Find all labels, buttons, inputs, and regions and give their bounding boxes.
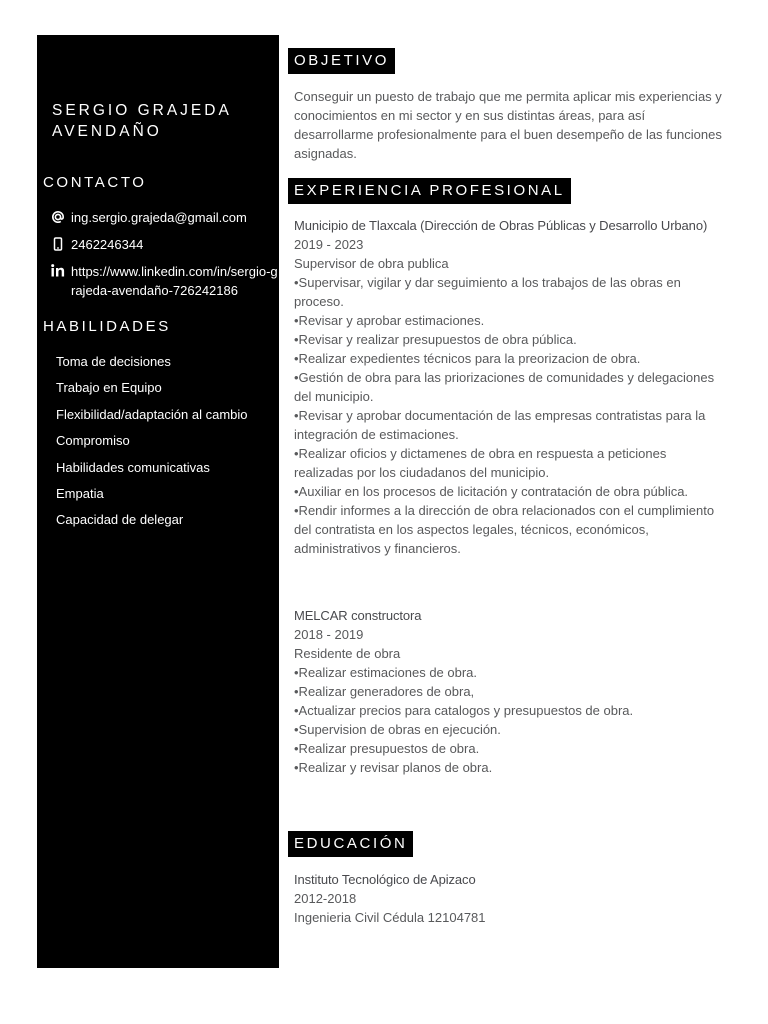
skill-item: Empatia — [56, 485, 104, 501]
job-duty: •Supervisar, vigilar y dar seguimiento a los trabajos de las obras en proceso. — [294, 275, 681, 309]
job-period: 2019 - 2023 — [294, 237, 364, 252]
job-duty: •Gestión de obra para las priorizaciones de comunidades y delegaciones del municipio. — [294, 370, 715, 404]
phone-number[interactable]: 2462246344 — [71, 237, 144, 252]
contact-email — [51, 208, 279, 227]
job-period: 2018 - 2019 — [294, 627, 364, 642]
job-duty: •Revisar y aprobar documentación de las empresas contratistas para la integración de estimaciones. — [294, 408, 706, 442]
skills-heading: HABILIDADES — [43, 318, 171, 335]
contact-heading: CONTACTO — [43, 174, 147, 191]
job-duty: •Supervision de obras en ejecución. — [294, 722, 501, 737]
skill-item: Flexibilidad/adaptación al cambio — [56, 406, 248, 422]
job-duty: •Realizar y revisar planos de obra. — [294, 760, 493, 775]
job-duty: •Realizar oficios y dictamenes de obra en respuesta a peticiones realizadas por los ciudadanos del municipio. — [294, 446, 667, 480]
experience-heading: EXPERIENCIA PROFESIONAL — [288, 178, 571, 204]
at-sign-icon — [51, 208, 71, 227]
job-duty: •Realizar estimaciones de obra. — [294, 665, 478, 680]
education-period: 2012-2018 — [294, 891, 357, 906]
name-line-1: SERGIO GRAJEDA — [52, 102, 232, 119]
skill-item: Compromiso — [56, 433, 130, 449]
job-duty: •Realizar generadores de obra, — [294, 684, 475, 699]
job-entry — [294, 606, 726, 777]
skill-item: Habilidades comunicativas — [56, 459, 210, 475]
objective-text — [294, 87, 726, 163]
contact-phone — [51, 235, 279, 254]
job-duty: •Revisar y realizar presupuestos de obra pública. — [294, 332, 577, 347]
job-duty: •Realizar expedientes técnicos para la preorizacion de obra. — [294, 351, 641, 366]
job-company: MELCAR constructora — [294, 608, 422, 623]
linkedin-icon — [51, 262, 71, 300]
skill-item: Capacidad de delegar — [56, 512, 184, 528]
objective-heading: OBJETIVO — [288, 48, 395, 74]
linkedin-link[interactable]: https://www.linkedin.com/in/sergio-grajeda-avendaño-726242186 — [71, 264, 278, 298]
name-line-2: AVENDAÑO — [52, 123, 162, 140]
education-degree: Ingenieria Civil Cédula 12104781 — [294, 910, 486, 925]
job-entry — [294, 216, 726, 558]
skill-item: Trabajo en Equipo — [56, 380, 162, 396]
candidate-name — [52, 100, 232, 142]
job-duty: •Actualizar precios para catalogos y presupuestos de obra. — [294, 703, 634, 718]
education-entry — [294, 870, 726, 927]
education-heading: EDUCACIÓN — [288, 831, 413, 857]
job-duty: •Realizar presupuestos de obra. — [294, 741, 480, 756]
job-role: Residente de obra — [294, 646, 401, 661]
contact-linkedin — [51, 262, 279, 300]
job-duty: •Revisar y aprobar estimaciones. — [294, 313, 485, 328]
sidebar — [37, 35, 279, 968]
education-school: Instituto Tecnológico de Apizaco — [294, 872, 476, 887]
skill-item: Toma de decisiones — [56, 354, 171, 369]
objective-paragraph: Conseguir un puesto de trabajo que me permita aplicar mis experiencias y conocimientos en mi sector y en sus distintas áreas, para así desarrollarme profesionalmente para el buen desempeño de las funciones asignadas. — [294, 89, 722, 161]
job-duty: •Rendir informes a la dirección de obra relacionados con el cumplimiento del contratista en los aspectos legales, técnicos, económicos, administrativos y financieros. — [294, 503, 715, 556]
skills-list — [56, 353, 248, 538]
email-link[interactable]: ing.sergio.grajeda@gmail.com — [71, 210, 247, 225]
job-company: Municipio de Tlaxcala (Dirección de Obras Públicas y Desarrollo Urbano) — [294, 218, 708, 233]
job-duty: •Auxiliar en los procesos de licitación y contratación de obra pública. — [294, 484, 689, 499]
phone-icon — [51, 235, 71, 254]
job-role: Supervisor de obra publica — [294, 256, 449, 271]
